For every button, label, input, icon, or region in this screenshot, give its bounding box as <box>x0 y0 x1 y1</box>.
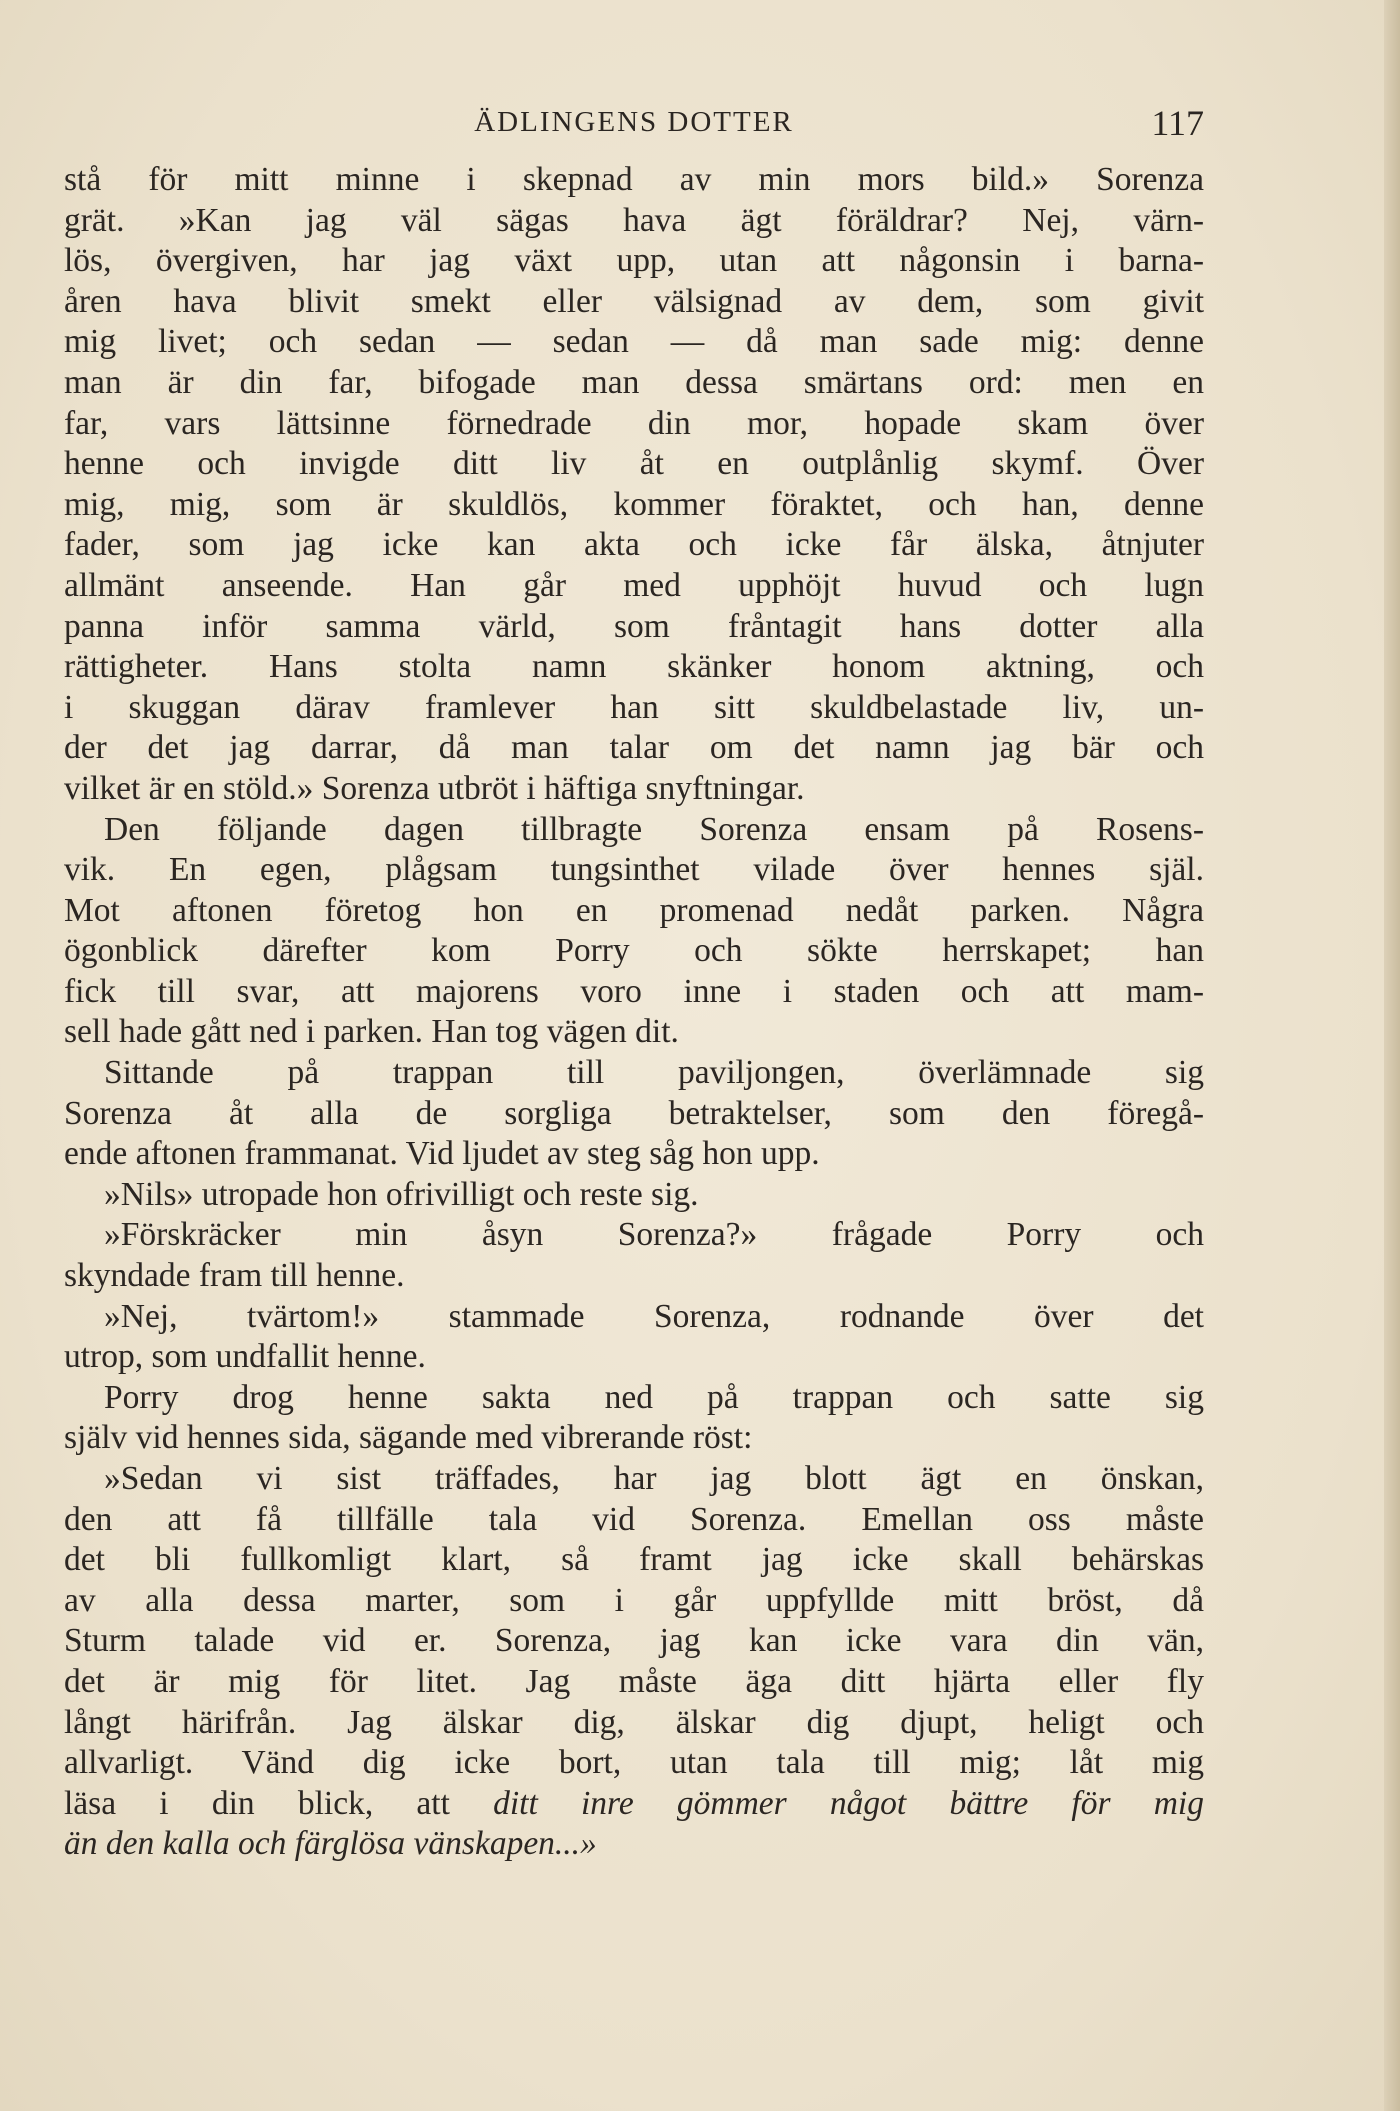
text-line <box>64 1824 1204 1865</box>
italic-text: ditt inre gömmer något bättre för mig <box>493 1784 1204 1822</box>
body-text <box>64 160 1204 1865</box>
text-line-content: »Nils» utropade hon ofrivilligt och reste sig. <box>104 1175 699 1213</box>
text-line-content: lös, övergiven, har jag växt upp, utan att någonsin i barna- <box>64 242 1204 280</box>
text-line <box>64 1053 1204 1094</box>
text-line-content: den att få tillfälle tala vid Sorenza. Emellan oss måste <box>64 1500 1204 1538</box>
text-line-content: sell hade gått ned i parken. Han tog vägen dit. <box>64 1013 679 1051</box>
text-line-content: man är din far, bifogade man dessa smärtans ord: men en <box>64 363 1204 401</box>
text-line-content: mig, mig, som är skuldlös, kommer föraktet, och han, denne <box>64 485 1204 523</box>
text-line-content: der det jag darrar, då man talar om det namn jag bär och <box>64 729 1204 767</box>
text-line <box>64 931 1204 972</box>
text-line-content: Den följande dagen tillbragte Sorenza ensam på Rosens- <box>104 810 1204 848</box>
text-line <box>64 1621 1204 1662</box>
text-line-content: Sittande på trappan till paviljongen, överlämnade sig <box>104 1054 1204 1092</box>
text-line-content: Mot aftonen företog hon en promenad nedåt parken. Några <box>64 891 1204 929</box>
text-line <box>64 241 1204 282</box>
text-line <box>64 1297 1204 1338</box>
text-line-content: läsa i din blick, att <box>64 1784 494 1822</box>
text-line <box>64 363 1204 404</box>
text-line-content: vilket är en stöld.» Sorenza utbröt i häftiga snyftningar. <box>64 769 805 807</box>
text-line-content: far, vars lättsinne förnedrade din mor, hopade skam över <box>64 404 1204 442</box>
text-line-content: långt härifrån. Jag älskar dig, älskar dig djupt, heligt och <box>64 1703 1204 1741</box>
text-line-content: henne och invigde ditt liv åt en outplånlig skymf. Över <box>64 445 1204 483</box>
text-line <box>64 1459 1204 1500</box>
text-line <box>64 1012 1204 1053</box>
text-line-content: stå för mitt minne i skepnad av min mors bild.» Sorenza <box>64 161 1204 198</box>
text-line <box>64 1094 1204 1135</box>
italic-text: än den kalla och färglösa vänskapen...» <box>64 1825 597 1863</box>
text-line-content: »Sedan vi sist träffades, har jag blott ägt en önskan, <box>104 1460 1204 1497</box>
text-line-content: det är mig för litet. Jag måste äga ditt hjärta eller fly <box>64 1662 1204 1700</box>
text-line <box>64 891 1204 932</box>
text-line <box>64 1500 1204 1541</box>
text-line <box>64 1256 1204 1297</box>
page-number: 117 <box>1151 103 1204 143</box>
text-line-content: skyndade fram till henne. <box>64 1257 405 1295</box>
text-line <box>64 1378 1204 1419</box>
text-line <box>64 647 1204 688</box>
text-line <box>64 566 1204 607</box>
text-line <box>64 1175 1204 1216</box>
text-line-content: själv vid hennes sida, sägande med vibrerande röst: <box>64 1419 753 1457</box>
text-line <box>64 444 1204 485</box>
text-line <box>64 972 1204 1013</box>
text-line-content: utrop, som undfallit henne. <box>64 1338 426 1376</box>
text-line <box>64 1134 1204 1175</box>
running-title: ÄDLINGENS DOTTER <box>474 106 794 138</box>
text-line-content: fader, som jag icke kan akta och icke får älska, åtnjuter <box>64 526 1204 564</box>
text-line <box>64 201 1204 242</box>
text-line <box>64 728 1204 769</box>
text-line <box>64 1581 1204 1622</box>
text-line <box>64 1540 1204 1581</box>
text-line-content: fick till svar, att majorens voro inne i staden och att mam- <box>64 972 1204 1010</box>
text-line <box>64 282 1204 323</box>
text-line <box>64 688 1204 729</box>
text-line-content: vik. En egen, plågsam tungsinthet vilade över hennes själ. <box>64 851 1204 889</box>
page-edge <box>1384 0 1400 2111</box>
text-line <box>64 607 1204 648</box>
text-line <box>64 525 1204 566</box>
text-line-content: det bli fullkomligt klart, så framt jag icke skall behärskas <box>64 1541 1204 1579</box>
text-line <box>64 485 1204 526</box>
text-line <box>64 1784 1204 1825</box>
text-line-content: Sturm talade vid er. Sorenza, jag kan icke vara din vän, <box>64 1622 1204 1660</box>
text-line-content: allvarligt. Vänd dig icke bort, utan tala till mig; låt mig <box>64 1744 1204 1782</box>
text-line <box>64 1662 1204 1703</box>
text-line-content: ende aftonen frammanat. Vid ljudet av steg såg hon upp. <box>64 1135 820 1173</box>
text-line <box>64 1337 1204 1378</box>
text-line-content: ögonblick därefter kom Porry och sökte herrskapet; han <box>64 932 1204 970</box>
text-line-content: mig livet; och sedan — sedan — då man sade mig: denne <box>64 323 1204 361</box>
text-line <box>64 1743 1204 1784</box>
text-line-content: »Förskräcker min åsyn Sorenza?» frågade Porry och <box>104 1216 1204 1254</box>
text-line-content: allmänt anseende. Han går med upphöjt huvud och lugn <box>64 566 1204 604</box>
text-line-content: rättigheter. Hans stolta namn skänker honom aktning, och <box>64 648 1204 686</box>
text-line-content: grät. »Kan jag väl sägas hava ägt föräldrar? Nej, värn- <box>64 201 1204 239</box>
text-line-content: i skuggan därav framlever han sitt skuldbelastade liv, un- <box>64 688 1204 726</box>
text-line <box>64 769 1204 810</box>
text-line <box>64 850 1204 891</box>
text-line <box>64 160 1204 201</box>
text-line-content: Sorenza åt alla de sorgliga betraktelser, som den föregå- <box>64 1094 1204 1132</box>
text-line <box>64 810 1204 851</box>
text-line-content: Porry drog henne sakta ned på trappan och satte sig <box>104 1378 1204 1416</box>
text-line-content: åren hava blivit smekt eller välsignad av dem, som givit <box>64 282 1204 320</box>
text-line <box>64 1418 1204 1459</box>
text-line-content: av alla dessa marter, som i går uppfyllde mitt bröst, då <box>64 1581 1204 1619</box>
text-line <box>64 1703 1204 1744</box>
book-page <box>64 100 1204 1865</box>
text-line-content: panna inför samma värld, som fråntagit hans dotter alla <box>64 607 1204 645</box>
running-header <box>64 100 1204 146</box>
text-line <box>64 322 1204 363</box>
text-line <box>64 404 1204 445</box>
text-line <box>64 1215 1204 1256</box>
text-line-content: »Nej, tvärtom!» stammade Sorenza, rodnande över det <box>104 1297 1204 1335</box>
